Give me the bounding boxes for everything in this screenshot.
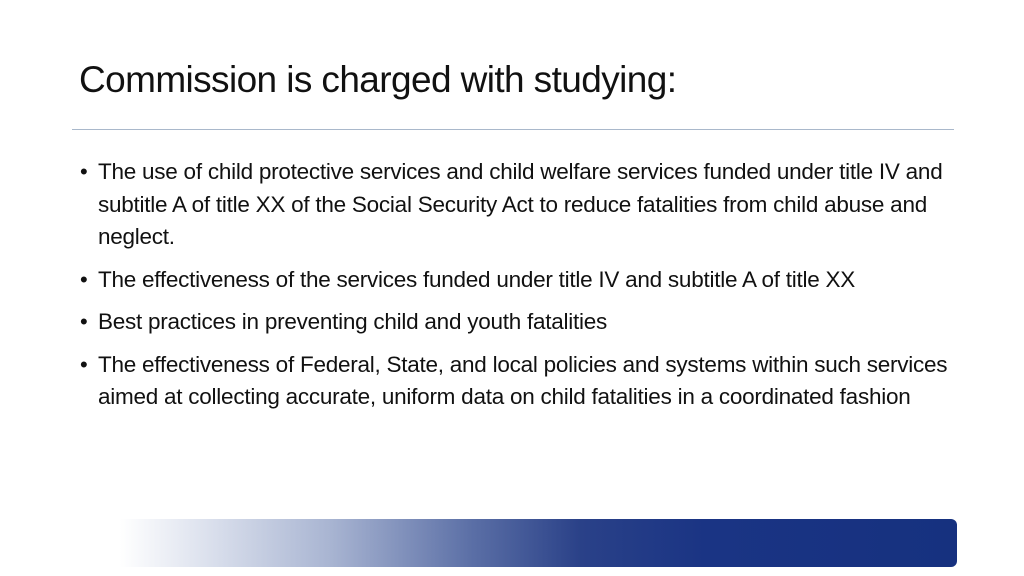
bullet-icon: • (80, 309, 88, 334)
bullet-icon: • (80, 159, 88, 184)
bullet-list (80, 156, 950, 424)
bullet-icon: • (80, 351, 88, 377)
bullet-text: Best practices in preventing child and youth fatalities (98, 309, 608, 334)
bullet-item (80, 306, 950, 339)
bullet-item (80, 349, 950, 414)
bullet-text: The effectiveness of Federal, State, and local policies and systems within such services aimed at collecting accurate, uniform data on child fatalities in a coordinated fashion (98, 351, 948, 409)
bullet-text: The effectiveness of the services funded under title IV and subtitle A of title XX (98, 266, 856, 292)
bullet-icon: • (80, 266, 88, 292)
slide-title: Commission is charged with studying: (79, 59, 677, 100)
bullet-text: The use of child protective services and child welfare services funded under title IV and subtitle A of title XX of the Social Security Act to reduce fatalities from child abuse and neglect. (98, 159, 943, 249)
bullet-item (80, 264, 950, 297)
decorative-gradient-band (120, 519, 957, 567)
title-divider (72, 129, 954, 130)
bullet-item (80, 156, 950, 254)
